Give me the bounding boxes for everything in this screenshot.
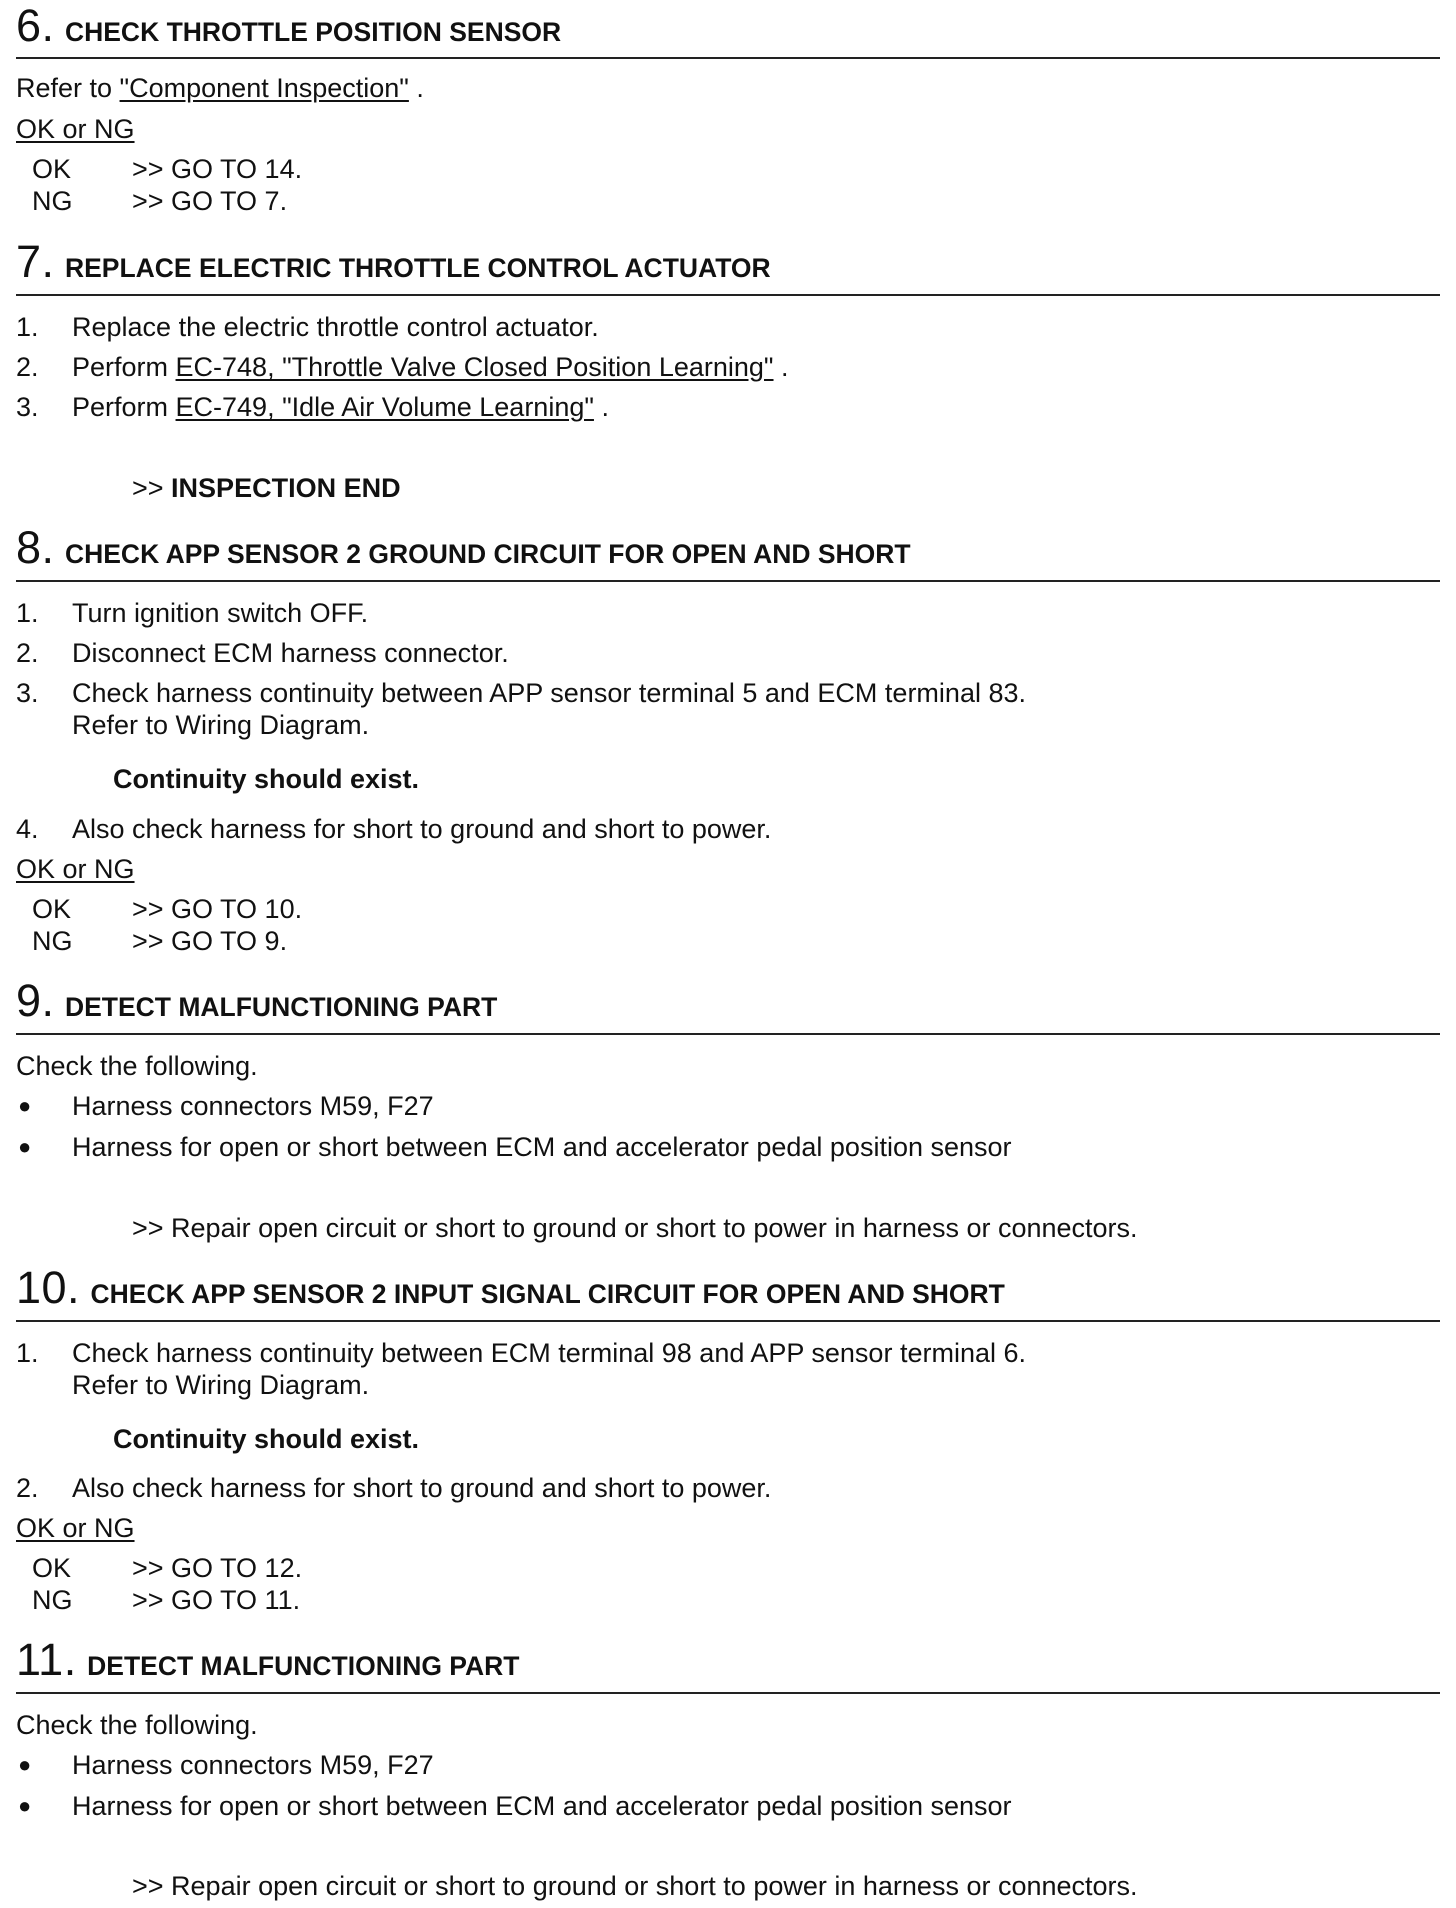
result-ng-value: >> GO TO 9. bbox=[132, 926, 288, 956]
list-number: 4. bbox=[16, 814, 39, 844]
perform-prefix: Perform bbox=[72, 352, 176, 382]
step-8-heading bbox=[16, 522, 911, 573]
check-intro: Check the following. bbox=[16, 1051, 258, 1081]
ok-or-ng-label: OK or NG bbox=[16, 854, 135, 884]
end-text: INSPECTION END bbox=[171, 473, 401, 503]
step-title: DETECT MALFUNCTIONING PART bbox=[64, 992, 498, 1022]
inspection-end bbox=[132, 472, 401, 504]
step-title: CHECK THROTTLE POSITION SENSOR bbox=[64, 17, 562, 47]
list-number: 2. bbox=[16, 352, 39, 382]
list-number: 2. bbox=[16, 1473, 39, 1503]
list-item: Check harness continuity between ECM terminal 98 and APP sensor terminal 6. bbox=[72, 1338, 1026, 1368]
result-ng-key: NG bbox=[32, 926, 73, 956]
step-number: 7. bbox=[16, 236, 55, 287]
step-number: 11. bbox=[16, 1634, 77, 1685]
step-title: DETECT MALFUNCTIONING PART bbox=[87, 1651, 520, 1681]
step-number: 8. bbox=[16, 522, 55, 573]
list-number: 3. bbox=[16, 392, 39, 422]
refer-prefix: Refer to bbox=[16, 73, 120, 103]
perform-prefix: Perform bbox=[72, 392, 176, 422]
result-ok-key: OK bbox=[32, 1553, 72, 1583]
list-number: 2. bbox=[16, 638, 39, 668]
bullet-item: Harness connectors M59, F27 bbox=[72, 1750, 434, 1780]
result-ng-key: NG bbox=[32, 186, 73, 216]
step-number: 10. bbox=[16, 1262, 81, 1313]
repair-action: >> Repair open circuit or short to ground or short to power in harness or connectors. bbox=[132, 1871, 1138, 1901]
refer-suffix: . bbox=[408, 73, 424, 103]
step-11-heading bbox=[16, 1634, 520, 1685]
section-divider bbox=[16, 294, 1440, 296]
step-number: 9. bbox=[16, 975, 55, 1026]
result-ng-key: NG bbox=[32, 1585, 73, 1615]
step-9-heading bbox=[16, 975, 498, 1026]
repair-action: >> Repair open circuit or short to ground or short to power in harness or connectors. bbox=[132, 1213, 1138, 1243]
list-item-continuation: Refer to Wiring Diagram. bbox=[72, 1370, 370, 1400]
list-item-continuation: Refer to Wiring Diagram. bbox=[72, 710, 370, 740]
list-item bbox=[72, 351, 789, 383]
list-number: 1. bbox=[16, 598, 39, 628]
ec-749-link[interactable]: EC-749, "Idle Air Volume Learning" bbox=[175, 392, 594, 422]
step-title: CHECK APP SENSOR 2 GROUND CIRCUIT FOR OPEN AND SHORT bbox=[64, 539, 911, 569]
ok-or-ng-label: OK or NG bbox=[16, 114, 135, 144]
step-6-heading bbox=[16, 0, 562, 51]
step-7-heading bbox=[16, 236, 771, 287]
list-number: 1. bbox=[16, 312, 39, 342]
step-number: 6. bbox=[16, 0, 55, 51]
result-ng-value: >> GO TO 7. bbox=[132, 186, 288, 216]
step-10-heading bbox=[16, 1262, 1005, 1313]
list-item: Check harness continuity between APP sensor terminal 5 and ECM terminal 83. bbox=[72, 678, 1026, 708]
ok-or-ng-label: OK or NG bbox=[16, 1513, 135, 1543]
list-number: 1. bbox=[16, 1338, 39, 1368]
component-inspection-link[interactable]: "Component Inspection" bbox=[119, 73, 409, 103]
check-intro: Check the following. bbox=[16, 1710, 258, 1740]
section-divider bbox=[16, 1033, 1440, 1035]
list-item: Replace the electric throttle control actuator. bbox=[72, 312, 599, 342]
refer-line bbox=[16, 72, 424, 104]
section-divider bbox=[16, 1320, 1440, 1322]
bullet-icon: ● bbox=[18, 1093, 32, 1118]
bullet-icon: ● bbox=[18, 1793, 32, 1818]
end-prefix: >> bbox=[132, 473, 172, 503]
list-item bbox=[72, 391, 609, 423]
ec-748-link[interactable]: EC-748, "Throttle Valve Closed Position Learning" bbox=[175, 352, 774, 382]
result-ok-value: >> GO TO 10. bbox=[132, 894, 303, 924]
result-ok-value: >> GO TO 12. bbox=[132, 1553, 303, 1583]
list-item: Also check harness for short to ground and short to power. bbox=[72, 1473, 772, 1503]
bullet-item: Harness for open or short between ECM and accelerator pedal position sensor bbox=[72, 1791, 1012, 1821]
section-divider bbox=[16, 580, 1440, 582]
result-ok-key: OK bbox=[32, 894, 72, 924]
step-title: CHECK APP SENSOR 2 INPUT SIGNAL CIRCUIT FOR OPEN AND SHORT bbox=[90, 1279, 1005, 1309]
section-divider bbox=[16, 57, 1440, 59]
bullet-icon: ● bbox=[18, 1134, 32, 1159]
result-ok-value: >> GO TO 14. bbox=[132, 154, 303, 184]
perform-suffix: . bbox=[773, 352, 789, 382]
perform-suffix: . bbox=[593, 392, 609, 422]
list-item: Disconnect ECM harness connector. bbox=[72, 638, 509, 668]
result-ng-value: >> GO TO 11. bbox=[132, 1585, 301, 1615]
bullet-item: Harness for open or short between ECM and accelerator pedal position sensor bbox=[72, 1132, 1012, 1162]
continuity-note: Continuity should exist. bbox=[113, 764, 420, 794]
continuity-note: Continuity should exist. bbox=[113, 1424, 420, 1454]
result-ok-key: OK bbox=[32, 154, 72, 184]
step-title: REPLACE ELECTRIC THROTTLE CONTROL ACTUATOR bbox=[64, 253, 771, 283]
section-divider bbox=[16, 1692, 1440, 1694]
list-item: Also check harness for short to ground and short to power. bbox=[72, 814, 772, 844]
bullet-icon: ● bbox=[18, 1752, 32, 1777]
bullet-item: Harness connectors M59, F27 bbox=[72, 1091, 434, 1121]
list-number: 3. bbox=[16, 678, 39, 708]
list-item: Turn ignition switch OFF. bbox=[72, 598, 369, 628]
